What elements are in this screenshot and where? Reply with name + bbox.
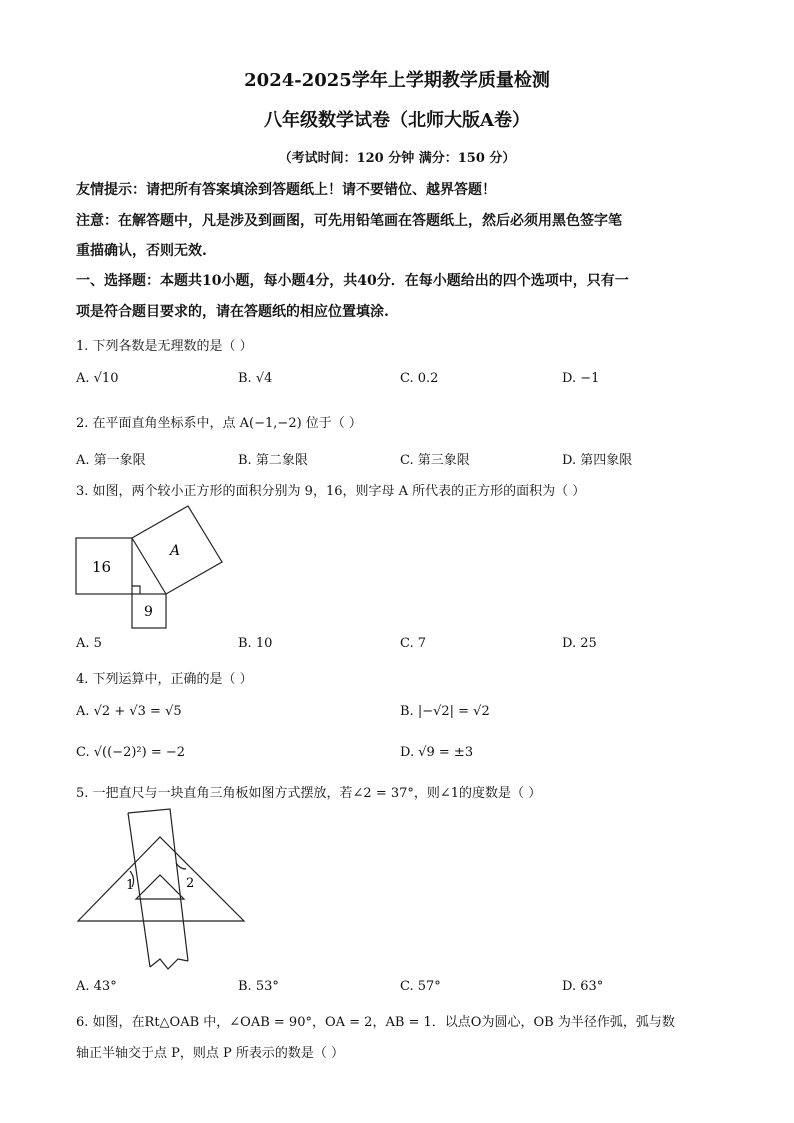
question-3-stem: 3. 如图，两个较小正方形的面积分别为 9，16，则字母 A 所代表的正方形的面积为（ ） <box>76 484 586 499</box>
label-angle-2: 2 <box>186 876 195 891</box>
attention-line-1: 注意：在解答题中，凡是涉及到画图，可先用铅笔画在答题纸上，然后必须用黑色签字笔 <box>76 213 622 229</box>
section-heading-line-1: 一、选择题：本题共10小题，每小题4分，共40分．在每小题给出的四个选项中，只有一 <box>76 273 629 289</box>
question-3-option-c: C. 7 <box>400 636 427 651</box>
triangle-outer <box>78 837 244 921</box>
question-2-option-c: C. 第三象限 <box>400 453 470 468</box>
label-16: 16 <box>92 558 112 576</box>
question-3-figure <box>70 500 250 632</box>
attention-line-2: 重描确认，否则无效. <box>76 243 207 259</box>
question-2-stem: 2. 在平面直角坐标系中，点 A(−1,−2) 位于（ ） <box>76 416 362 431</box>
ruler-broken-end <box>150 959 188 969</box>
question-4-option-b: B. |−√2| = √2 <box>400 704 490 719</box>
question-4-stem: 4. 下列运算中，正确的是（ ） <box>76 672 253 687</box>
question-5-figure <box>70 805 255 975</box>
question-2-option-d: D. 第四象限 <box>562 453 633 468</box>
question-2-option-a: A. 第一象限 <box>76 453 146 468</box>
question-6-stem-line-1: 6. 如图，在Rt△OAB 中，∠OAB = 90°，OA = 2，AB = 1．以点O为圆心，OB 为半径作弧，弧与数 <box>76 1015 675 1030</box>
question-5-option-d: D. 63° <box>562 979 604 994</box>
exam-title: 2024-2025学年上学期教学质量检测 <box>244 70 550 91</box>
question-1-option-b: B. √4 <box>238 371 273 386</box>
right-angle-mark <box>132 586 140 594</box>
section-heading-line-2: 项是符合题目要求的，请在答题纸的相应位置填涂. <box>76 304 389 320</box>
tip-text: 友情提示：请把所有答案填涂到答题纸上！请不要错位、越界答题！ <box>76 182 496 198</box>
question-1-option-d: D. −1 <box>562 371 600 386</box>
paper-title: 八年级数学试卷（北师大版A卷） <box>264 110 530 131</box>
question-5-option-c: C. 57° <box>400 979 441 994</box>
question-3-option-d: D. 25 <box>562 636 597 651</box>
triangle-inner-cutout <box>136 875 184 899</box>
question-5-stem: 5. 一把直尺与一块直角三角板如图方式摆放，若∠2 = 37°，则∠1的度数是（ ） <box>76 786 542 801</box>
question-4-option-c: C. √((−2)²) = −2 <box>76 745 186 760</box>
question-3-option-a: A. 5 <box>76 636 102 651</box>
question-1-option-a: A. √10 <box>76 371 119 386</box>
label-a: A <box>170 543 181 559</box>
question-3-option-b: B. 10 <box>238 636 273 651</box>
question-5-option-a: A. 43° <box>76 979 117 994</box>
question-5-option-b: B. 53° <box>238 979 279 994</box>
question-1-option-c: C. 0.2 <box>400 371 439 386</box>
label-9: 9 <box>144 604 153 620</box>
label-angle-1: 1 <box>126 878 135 893</box>
ruler-right-edge <box>128 809 188 961</box>
question-2-option-b: B. 第二象限 <box>238 453 308 468</box>
question-1-stem: 1. 下列各数是无理数的是（ ） <box>76 339 253 354</box>
exam-info: （考试时间：120 分钟 满分：150 分） <box>278 151 516 166</box>
question-4-option-a: A. √2 + √3 = √5 <box>76 704 182 719</box>
question-4-option-d: D. √9 = ±3 <box>400 745 474 760</box>
question-6-stem-line-2: 轴正半轴交于点 P，则点 P 所表示的数是（ ） <box>76 1046 345 1061</box>
